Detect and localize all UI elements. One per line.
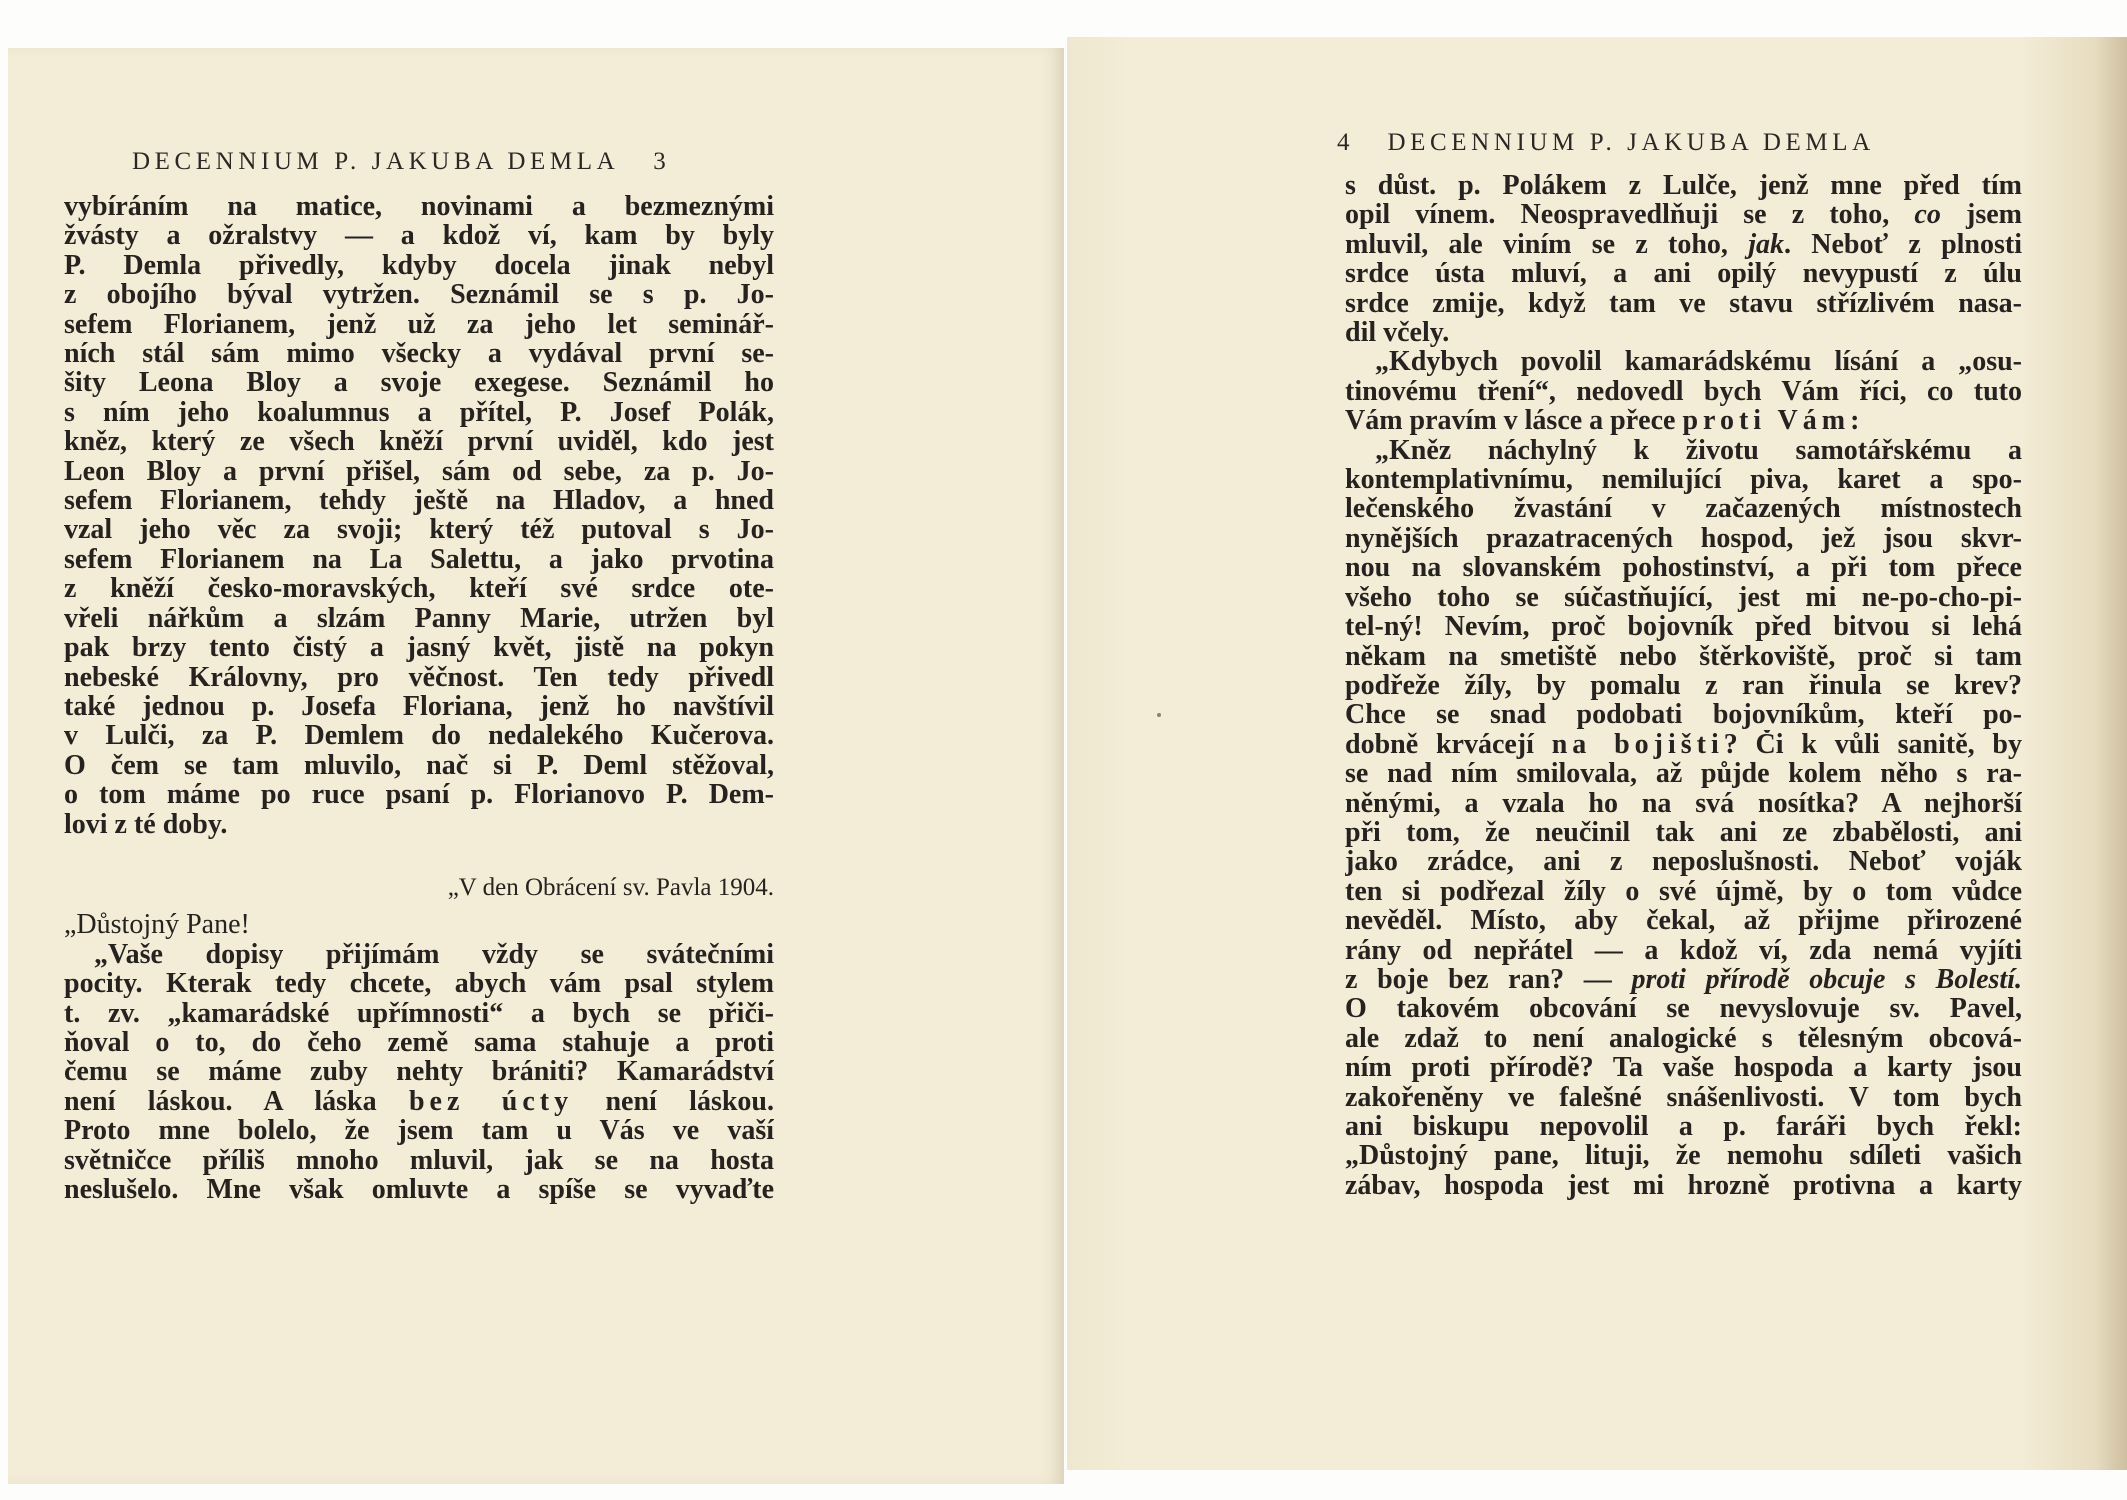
italic-emphasis: co [1914, 200, 1941, 230]
text-segment: dobně krvácejí [1345, 729, 1552, 760]
text-line: s důst. p. Polákem z Lulče, jenž mne před tím [1345, 171, 2022, 201]
text-line: Proto mne bolelo, že jsem tam u Vás ve vaší [64, 1116, 774, 1146]
header-title: DECENNIUM P. JAKUBA DEMLA [1387, 129, 1875, 156]
text-line: rány od nepřátel — a kdož ví, zda nemá vyjíti [1345, 935, 2022, 965]
letter-salutation: „Důstojný Pane! [64, 910, 250, 940]
text-line: lečenského žvastání v začazených místnostech [1345, 494, 2022, 524]
running-header [1337, 129, 1875, 157]
letter-dateline: „V den Obrácení sv. Pavla 1904. [447, 873, 774, 901]
text-line: kontemplativnímu, nemilující piva, karet a spo- [1345, 465, 2022, 495]
text-line: ten si podřezal žíly o své újmě, by o tom vůdce [1345, 876, 2022, 907]
text-line: o tom máme po ruce psaní p. Florianovo P. Dem- [64, 780, 774, 810]
text-line: sefem Florianem, jenž už za jeho let seminář- [64, 309, 774, 340]
text-line: lovi z té doby. [64, 809, 228, 839]
text-line: zábav, hospoda jest mi hrozně protivna a karty [1345, 1170, 2022, 1201]
text-segment: z boje bez ran? — [1345, 964, 1632, 995]
page-body [1345, 171, 2022, 1200]
text-line: čemu se máme zuby nehty brániti? Kamarádství [64, 1057, 774, 1087]
text-line: pak brzy tento čistý a jasný květ, jistě na pokyn [64, 633, 774, 663]
right-page [1067, 37, 2127, 1470]
text-segment: jsem [1940, 200, 2022, 230]
text-line: z obojího býval vytržen. Seznámil se s p. Jo- [64, 280, 774, 310]
text-line: jako zrádce, ani z neposlušnosti. Neboť voják [1345, 847, 2022, 877]
text-line: podřeže žíly, by pomalu z ran řinula se krev? [1345, 670, 2022, 701]
text-line: pocity. Kterak tedy chcete, abych vám psal stylem [64, 969, 774, 999]
text-line: vřeli nářkům a slzám Panny Marie, utržen byl [64, 603, 774, 634]
text-line: tel-ný! Nevím, proč bojovník před bitvou si lehá [1345, 612, 2022, 642]
text-line: nevěděl. Místo, aby čekal, až přijme přirozené [1345, 906, 2022, 936]
text-line: při tom, že neučinil tak ani ze zbabělosti, ani [1345, 817, 2022, 848]
text-line: O takovém obcování se nevyslovuje sv. Pavel, [1345, 994, 2022, 1024]
text-segment: . Neboť z plnosti [1784, 229, 2022, 260]
text-line: ním proti přírodě? Ta vaše hospoda a karty jsou [1345, 1053, 2022, 1083]
text-line: něnými, a vzala ho na svá nosítka? A nejhorší [1345, 788, 2022, 818]
text-line: vzal jeho věc za svoji; který též putoval s Jo- [64, 515, 774, 545]
text-line: všeho toho se súčastňující, jest mi ne-po-cho-pi- [1345, 582, 2022, 613]
text-line [1345, 230, 2022, 259]
text-line: nou na slovanském pohostinství, a při tom přece [1345, 553, 2022, 583]
text-line: sefem Florianem na La Salettu, a jako prvotina [64, 544, 774, 575]
text-segment: : [1850, 406, 1860, 436]
text-line: t. zv. „kamarádské upřímnosti“ a bych se přiči- [64, 998, 774, 1028]
text-line: Leon Bloy a první přišel, sám od sebe, za p. Jo- [64, 456, 774, 487]
text-line: žvásty a ožralstvy — a kdož ví, kam by byly [64, 221, 774, 251]
text-segment: opil vínem. Neospravedlňuji se z toho, [1345, 200, 1915, 230]
text-line: z kněží česko-moravských, kteří své srdce ote- [64, 574, 774, 604]
text-line [64, 1087, 774, 1116]
text-line: v Lulči, za P. Demlem do nedalekého Kučerova. [64, 721, 774, 751]
text-line: ních stál sám mimo všecky a vydával první se- [64, 339, 774, 369]
text-line: s ním jeho koalumnus a přítel, P. Josef Polák, [64, 397, 774, 428]
text-line: srdce ústa mluví, a ani opilý nevypustí z úlu [1345, 259, 2022, 289]
text-line [1345, 406, 2022, 435]
text-line: ňoval o to, do čeho země sama stahuje a proti [64, 1027, 774, 1058]
text-line: O čem se tam mluvilo, nač si P. Deml stěžoval, [64, 750, 774, 781]
text-line [1345, 965, 2022, 994]
page-body [64, 192, 774, 1204]
text-segment: není láskou. [573, 1086, 774, 1117]
text-line: tinovému tření“, nedovedl bych Vám říci, co tuto [1345, 376, 2022, 407]
text-line: „Vaše dopisy přijímám vždy se svátečními [94, 939, 774, 970]
paragraph-gap [64, 839, 774, 873]
text-line: „Kněz náchylný k životu samotářskému a [1375, 435, 2022, 466]
text-line: sefem Florianem, tehdy ještě na Hladov, a hned [64, 486, 774, 516]
text-line: P. Demla přivedly, kdyby docela jinak nebyl [64, 250, 774, 281]
text-line: ani biskupu nepovolil a p. faráři bych řekl: [1345, 1112, 2022, 1142]
text-line: se nad ním smilovala, až půjde kolem něho s ra- [1345, 759, 2022, 789]
text-line: vybíráním na matice, novinami a bezmeznými [64, 192, 774, 222]
text-segment: Vám pravím v lásce a přece [1345, 406, 1683, 436]
page-number: 4 [1337, 129, 1350, 156]
text-line: někam na smetiště nebo štěrkoviště, proč si tam [1345, 641, 2022, 671]
text-line: světničce příliš mnoho mluvil, jak se na hosta [64, 1145, 774, 1175]
paragraph-gap [64, 902, 774, 910]
text-line: ale zdaž to není analogické s tělesným obcová- [1345, 1023, 2022, 1054]
italic-emphasis: jak [1748, 229, 1784, 260]
left-page [8, 48, 1064, 1484]
header-title: DECENNIUM P. JAKUBA DEMLA [132, 148, 620, 175]
text-line: neslušelo. Mne však omluvte a spíše se vyvaďte [64, 1175, 774, 1205]
text-line: dil včely. [1345, 318, 1450, 348]
italic-emphasis: proti přírodě obcuje s Bolestí. [1631, 964, 2022, 995]
text-line: zakořeněny ve falešné snášenlivosti. V tom bych [1345, 1082, 2022, 1112]
text-line: nebeské Královny, pro věčnost. Ten tedy přivedl [64, 662, 774, 692]
text-line: srdce zmije, když tam ve stavu střízlivém nasa- [1345, 288, 2022, 319]
text-line: nynějších prazatracených hospod, jež jsou skvr- [1345, 523, 2022, 554]
text-line: „Důstojný pane, lituji, že nemohu sdíleti vašich [1345, 1141, 2022, 1171]
text-segment: ? Či k vůli sanitě, by [1723, 729, 2022, 760]
text-line: šity Leona Bloy a svoje exegese. Seznámil ho [64, 368, 774, 398]
spaced-emphasis: bez úcty [408, 1086, 574, 1117]
spaced-emphasis: proti Vám [1682, 406, 1851, 436]
text-line: také jednou p. Josefa Floriana, jenž ho navštívil [64, 691, 774, 722]
text-segment: mluvil, ale viním se z toho, [1345, 229, 1749, 260]
spaced-emphasis: na bojišti [1551, 729, 1724, 760]
text-line: Chce se snad podobati bojovníkům, kteří po- [1345, 700, 2022, 730]
text-line [1345, 200, 2022, 229]
text-line: „Kdybych povolil kamarádskému lísání a „osu- [1375, 347, 2022, 377]
text-segment: není láskou. A láska [64, 1086, 409, 1117]
paper-speck [1157, 713, 1161, 717]
text-line [1345, 730, 2022, 759]
page-number: 3 [653, 148, 666, 175]
text-line: kněz, který ze všech kněží první uviděl, kdo jest [64, 427, 774, 457]
running-header [132, 148, 666, 176]
